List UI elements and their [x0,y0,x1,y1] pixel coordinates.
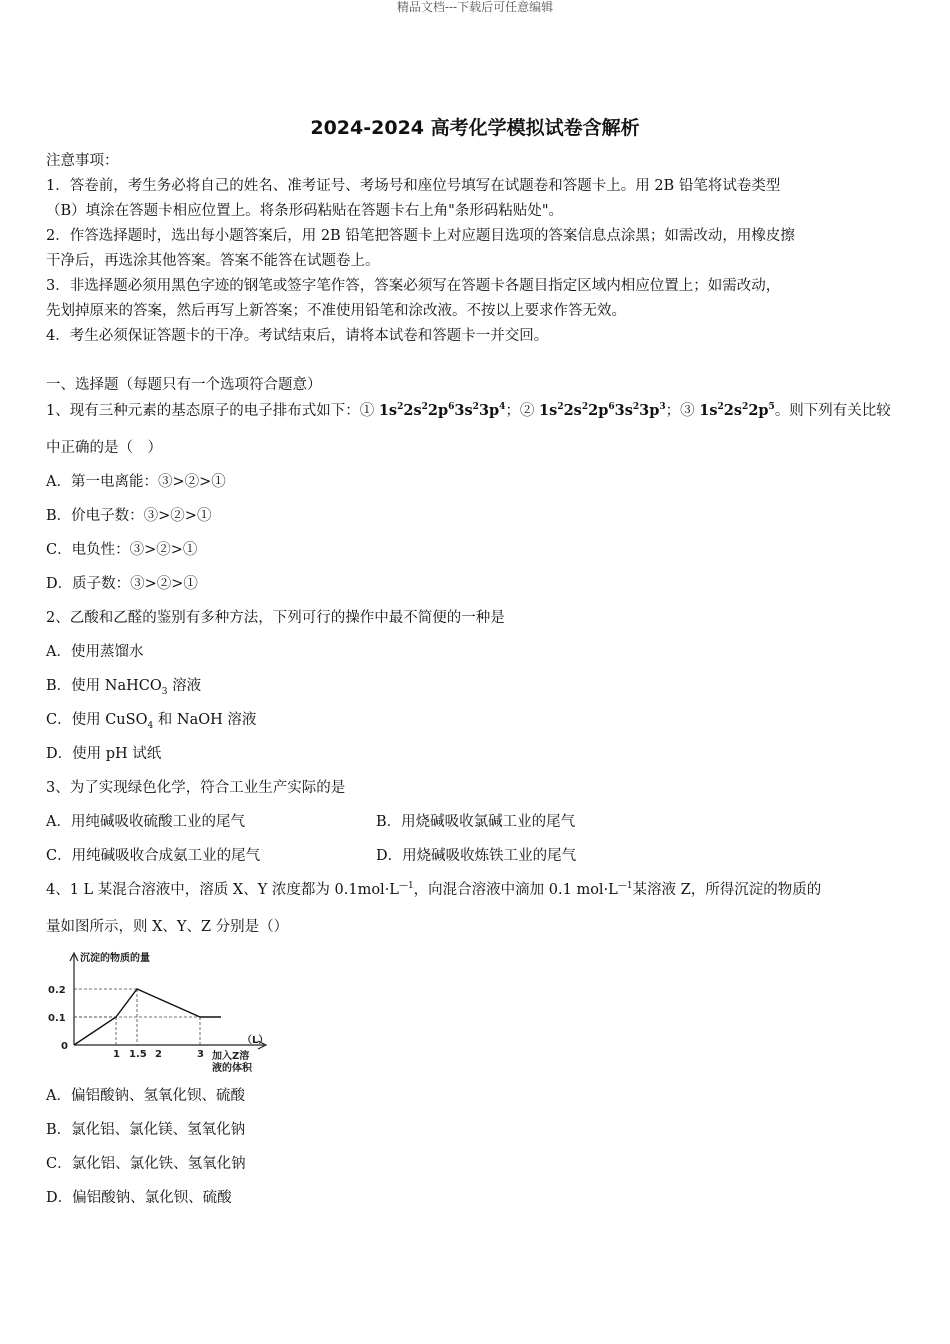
q4-option-c: C．氯化铝、氯化铁、氢氧化钠 [46,1156,246,1172]
notice-line: 3．非选择题必须用黑色字迹的钢笔或签字笔作答，答案必须写在答题卡各题目指定区域内相应位置上；如需改动， [46,278,781,294]
notice-line: 1．答卷前，考生务必将自己的姓名、准考证号、考场号和座位号填写在试题卷和答题卡上。用 2B 铅笔将试卷类型 [46,178,781,194]
q1-stem-line2: 中正确的是（ ） [46,440,162,456]
q2-stem: 2、乙酸和乙醛的鉴别有多种方法，下列可行的操作中最不简便的一种是 [46,610,505,626]
q1-option-b: B．价电子数：③>②>① [46,508,212,524]
q1-option-d: D．质子数：③>②>① [46,576,198,592]
q4-stem: 4、1 L 某混合溶液中，溶质 X、Y 浓度都为 $0.1mol\cdot L^{—1}$，向混合溶液中滴加 0.1 $mol\cdot L^{—1}$某溶液 Z，所得沉淀的物质的 [46,881,822,898]
q4-option-d: D．偏铝酸钠、氯化钡、硫酸 [46,1190,232,1206]
x-tick-label: 1 [113,1049,120,1060]
x-tick-label: 2 [155,1049,162,1060]
q3-option-a: A．用纯碱吸收硫酸工业的尾气 [46,814,245,830]
y-tick-label: 0.1 [48,1013,66,1024]
section-title: 一、选择题（每题只有一个选项符合题意） [46,377,322,393]
y-tick-label: 0.2 [48,985,66,996]
q3-stem: 3、为了实现绿色化学，符合工业生产实际的是 [46,780,346,796]
q4-option-a: A．偏铝酸钠、氢氧化钡、硫酸 [46,1088,245,1104]
x-unit-label: （L） [242,1035,269,1046]
q1-option-c: C．电负性：③>②>① [46,542,198,558]
q1-stem: 1、现有三种元素的基态原子的电子排布式如下：① $1s^22s^22p^63s^23p^4$；② $1s^22s^22p^63s^23p^3$；③ $1s^22s^22p^5$。则下列有关比较 [46,402,891,419]
notice-line: 干净后，再选涂其他答案。答案不能答在试题卷上。 [46,253,380,269]
x-axis-label-line1: 加入Z溶 [212,1051,250,1062]
notice-line: 4．考生必须保证答题卡的干净。考试结束后，请将本试卷和答题卡一并交回。 [46,328,549,344]
q2-option-a: A．使用蒸馏水 [46,644,144,660]
y-axis-label: 沉淀的物质的量 [80,953,150,964]
q2-option-d: D．使用 pH 试纸 [46,746,162,762]
q3-option-c: C．用纯碱吸收合成氨工业的尾气 [46,848,261,864]
q1-option-a: A．第一电离能：③>②>① [46,474,226,490]
x-tick-label: 3 [197,1049,204,1060]
q2-option-b: B．使用 NaHCO$_3$ 溶液 [46,678,202,697]
q4-stem-line2: 量如图所示，则 X、Y、Z 分别是（） [46,919,289,935]
notice-line: 先划掉原来的答案，然后再写上新答案；不准使用铅笔和涂改液。不按以上要求作答无效。 [46,303,626,319]
q3-option-b: B．用烧碱吸收氯碱工业的尾气 [376,814,576,830]
q4-option-b: B．氯化铝、氯化镁、氢氧化钠 [46,1122,246,1138]
notice-line: 2．作答选择题时，选出每小题答案后，用 2B 铅笔把答题卡上对应题目选项的答案信息点涂黑；如需改动，用橡皮擦 [46,228,795,244]
precipitate-chart [46,945,286,1075]
q3-option-d: D．用烧碱吸收炼铁工业的尾气 [376,848,577,864]
x-axis-label-line2: 液的体积 [212,1063,252,1074]
page-header: 精品文档---下载后可任意编辑 [396,0,554,14]
notice-line: （B）填涂在答题卡相应位置上。将条形码粘贴在答题卡右上角"条形码粘贴处"。 [46,203,563,219]
origin-label: 0 [61,1041,68,1052]
q2-option-c: C．使用 CuSO$_4$ 和 NaOH 溶液 [46,712,257,731]
document-title: 2024-2024 高考化学模拟试卷含解析 [310,117,640,139]
notice-heading: 注意事项： [46,153,119,169]
x-tick-label: 1.5 [129,1049,147,1060]
